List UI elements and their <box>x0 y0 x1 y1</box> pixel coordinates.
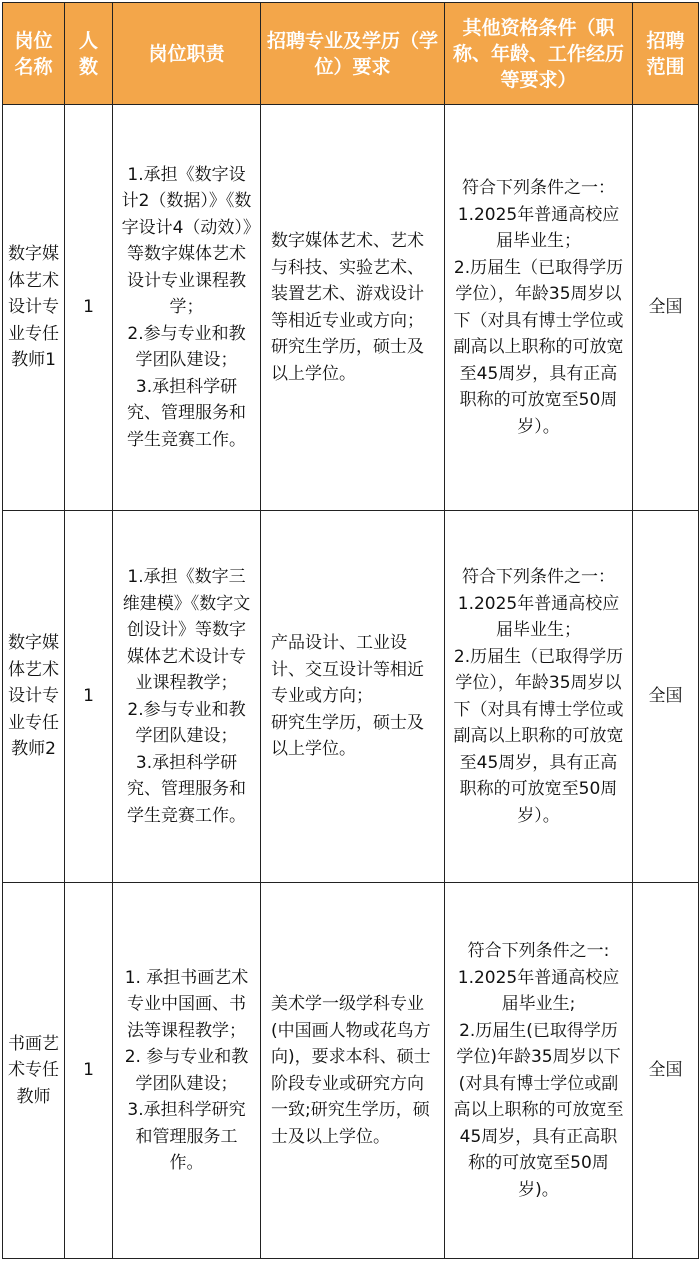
qualification-item: 符合下列条件之一： <box>462 178 615 198</box>
duties-cell <box>113 105 261 511</box>
table-row <box>3 105 699 511</box>
qualifications-cell <box>445 883 633 1259</box>
major-cell <box>261 105 445 511</box>
duties-cell <box>113 511 261 883</box>
duty-item: 3.承担科学研究、管理服务和学生竞赛工作。 <box>127 376 246 450</box>
duty-item: 1.承担《数字设计2（数据）》《数字设计4（动效）》等数字媒体艺术设计专业课程教学； <box>121 164 252 318</box>
duty-item: 1.承担《数字三维建模》《数字文创设计》等数字媒体艺术设计专业课程教学； <box>122 567 251 693</box>
duties-cell <box>113 883 261 1259</box>
major-item: 研究生学历，硕士及以上学位。 <box>271 712 424 760</box>
header-recruit-scope: 招聘范围 <box>633 3 699 105</box>
header-other-qualifications: 其他资格条件（职称、年龄、工作经历等要求） <box>445 3 633 105</box>
major-item: 数字媒体艺术、艺术与科技、实验艺术、装置艺术、游戏设计等相近专业或方向； <box>271 231 424 331</box>
header-row <box>3 3 699 105</box>
header-headcount: 人数 <box>65 3 113 105</box>
duty-item: 2. 参与专业和教学团队建设； <box>124 1047 249 1094</box>
major-cell <box>261 511 445 883</box>
recruit-scope: 全国 <box>633 883 699 1259</box>
qualification-item: 符合下列条件之一： <box>462 567 615 587</box>
duty-item: 1. 承担书画艺术专业中国画、书法等课程教学； <box>124 967 249 1041</box>
position-name: 书画艺术专任教师 <box>3 883 65 1259</box>
position-name: 数字媒体艺术设计专业专任教师1 <box>3 105 65 511</box>
duty-item: 2.参与专业和教学团队建设； <box>127 699 246 746</box>
qualification-item: 符合下列条件之一: <box>467 941 610 961</box>
header-position-name: 岗位名称 <box>3 3 65 105</box>
qualifications-cell <box>445 511 633 883</box>
recruit-scope: 全国 <box>633 105 699 511</box>
duty-item: 3.承担科学研究、管理服务和学生竞赛工作。 <box>127 752 246 826</box>
qualification-item: 1.2025年普通高校应届毕业生; <box>457 967 620 1014</box>
major-item: 美术学一级学科专业(中国画人物或花鸟方向)，要求本科、硕士阶段专业或研究方向一致;研究生学历，硕士及以上学位。 <box>271 994 431 1147</box>
major-item: 产品设计、工业设计、交互设计等相近专业或方向； <box>271 633 424 707</box>
table-row <box>3 883 699 1259</box>
recruitment-table <box>2 2 699 1259</box>
qualification-item: 1.2025年普通高校应届毕业生； <box>457 593 620 640</box>
position-name: 数字媒体艺术设计专业专任教师2 <box>3 511 65 883</box>
headcount: 1 <box>65 883 113 1259</box>
duty-item: 3.承担科学研究和管理服务工作。 <box>127 1100 246 1173</box>
header-major-degree: 招聘专业及学历（学位）要求 <box>261 3 445 105</box>
major-cell <box>261 883 445 1259</box>
headcount: 1 <box>65 511 113 883</box>
duty-item: 2.参与专业和教学团队建设； <box>127 323 246 371</box>
qualification-item: 2.历届生(已取得学历学位)年龄35周岁以下(对具有博士学位或副高以上职称的可放宽至45周岁，具有正高职称的可放宽至50周岁)。 <box>453 1020 624 1200</box>
header-duties: 岗位职责 <box>113 3 261 105</box>
recruit-scope: 全国 <box>633 511 699 883</box>
major-item: 研究生学历，硕士及以上学位。 <box>271 337 424 384</box>
qualification-item: 1.2025年普通高校应届毕业生； <box>457 204 620 251</box>
headcount: 1 <box>65 105 113 511</box>
qualifications-cell <box>445 105 633 511</box>
qualification-item: 2.历届生（已取得学历学位），年龄35周岁以下（对具有博士学位或副高以上职称的可放宽至45周岁，具有正高职称的可放宽至50周岁）。 <box>453 646 624 826</box>
qualification-item: 2.历届生（已取得学历学位），年龄35周岁以下（对具有博士学位或副高以上职称的可放宽至45周岁，具有正高职称的可放宽至50周岁）。 <box>453 257 624 437</box>
table-row <box>3 511 699 883</box>
